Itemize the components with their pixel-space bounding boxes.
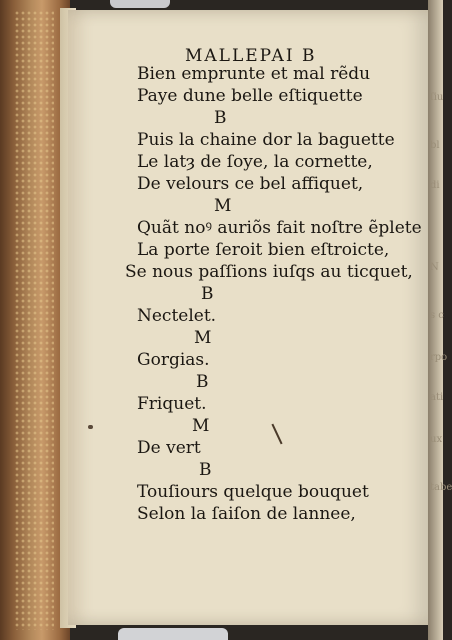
facing-fragment: ati bbox=[430, 392, 444, 403]
facing-fragment: N bbox=[430, 262, 439, 273]
speaker-label: B bbox=[201, 284, 214, 304]
verse-line: Paye dune belle eſtiquette bbox=[137, 86, 363, 106]
verse-line: De velours ce bel affiquet, bbox=[137, 174, 364, 194]
verse-line: Selon la ſaiſon de lannee, bbox=[137, 504, 356, 524]
facing-fragment: di bbox=[430, 180, 440, 191]
running-header: MALLEPAI B bbox=[185, 46, 317, 66]
verse-line: Puis la chaine dor la baguette bbox=[137, 130, 395, 150]
speaker-label: B bbox=[199, 460, 212, 480]
facing-fragment: bl bbox=[430, 140, 440, 151]
speaker-label: M bbox=[214, 196, 232, 216]
facing-page bbox=[428, 0, 452, 640]
verse-line: Nectelet. bbox=[137, 306, 217, 326]
facing-fragment: ſiu bbox=[430, 92, 444, 103]
facing-fragment: tabe bbox=[430, 482, 452, 493]
facing-fragment: ux bbox=[430, 434, 443, 445]
verse-line: Gorgias. bbox=[137, 350, 210, 370]
speaker-label: M bbox=[194, 328, 212, 348]
text-block bbox=[125, 0, 427, 640]
facing-fragment: rpo bbox=[430, 352, 448, 363]
verse-line: La porte ſeroit bien eſtroicte, bbox=[137, 240, 390, 260]
verse-line: Se nous paſſions iuſqs au ticquet, bbox=[125, 262, 413, 282]
facing-fragment: s c bbox=[430, 310, 444, 321]
speaker-label: B bbox=[196, 372, 209, 392]
verse-line: Quãt noꝰ auriõs fait noſtre ẽplete bbox=[137, 218, 422, 238]
verse-line: Le latȝ de ſoye, la cornette, bbox=[137, 152, 373, 172]
spine-tooling bbox=[14, 10, 54, 630]
ink-spot bbox=[88, 425, 93, 429]
verse-line: Bien emprunte et mal rẽdu bbox=[137, 64, 371, 84]
verse-line: De vert bbox=[137, 438, 201, 458]
verse-line: Touſiours quelque bouquet bbox=[137, 482, 369, 502]
speaker-label: B bbox=[214, 108, 227, 128]
speaker-label: M bbox=[192, 416, 210, 436]
verse-line: Friquet. bbox=[137, 394, 207, 414]
